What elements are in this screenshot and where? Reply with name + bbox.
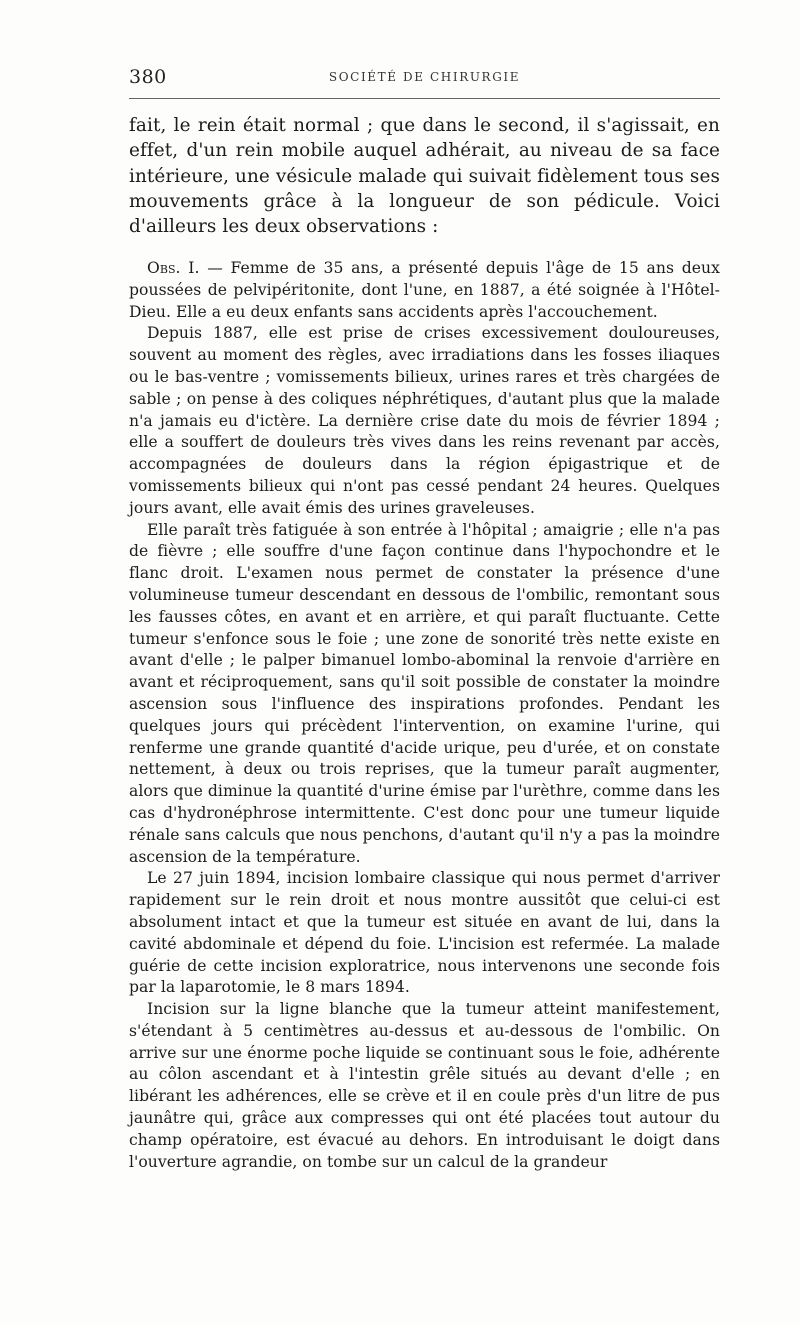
- page-header: [129, 66, 720, 90]
- observation-paragraph-3: Elle paraît très fatiguée à son entrée à l'hôpital ; amaigrie ; elle n'a pas de fièvre ; elle souffre d'une façon continue dans l'hypochondre et le flanc droit. L'examen nous permet de constater la présence d'une volumineuse tumeur descendant en dessous de l'ombilic, remontant sous les fausses côtes, en avant et en arrière, et qui paraît fluctuante. Cette tumeur s'enfonce sous le foie ; une zone de sonorité très nette existe en avant d'elle ; le palper bimanuel lombo-abominal la renvoie d'arrière en avant et réciproquement, sans qu'il soit possible de constater la moindre ascension sous l'influence des inspirations profondes. Pendant les quelques jours qui précèdent l'intervention, on examine l'urine, qui renferme une grande quantité d'acide urique, peu d'urée, et on constate nettement, à deux ou trois reprises, que la tumeur paraît augmenter, alors que diminue la quantité d'urine émise par l'urèthre, comme dans les cas d'hydronéphrose intermittente. C'est donc pour une tumeur liquide rénale sans calculs que nous penchons, d'autant qu'il n'y a pas la moindre ascension de la température.: [129, 520, 720, 866]
- page-number: 380: [129, 66, 167, 88]
- observation-paragraph-2: Depuis 1887, elle est prise de crises excessivement douloureuses, souvent au moment des règles, avec irradiations dans les fosses iliaques ou le bas-ventre ; vomissements bilieux, urines rares et très chargées de sable ; on pense à des coliques néphrétiques, d'autant plus que la malade n'a jamais eu d'ictère. La dernière crise date du mois de février 1894 ; elle a souffert de douleurs très vives dans les reins revenant par accès, accompagnées de douleurs dans la région épigastrique et de vomissements bilieux qui n'ont pas cessé pendant 24 heures. Quelques jours avant, elle avait émis des urines graveleuses.: [129, 324, 720, 517]
- running-title: SOCIÉTÉ DE CHIRURGIE: [328, 70, 521, 84]
- observation-label: Obs. I.: [147, 259, 200, 277]
- header-rule: [129, 98, 720, 99]
- observation-text-1: — Femme de 35 ans, a présenté depuis l'âge de 15 ans deux poussées de pelvipéritonite, dont l'une, en 1887, a été soignée à l'Hôtel-Dieu. Elle a eu deux enfants sans accidents après l'accouchement.: [129, 259, 720, 321]
- observation-paragraph-5: Incision sur la ligne blanche que la tumeur atteint manifestement, s'étendant à 5 centimètres au-dessus et au-dessous de l'ombilic. On arrive sur une énorme poche liquide se continuant sous le foie, adhérente au côlon ascendant et à l'intestin grêle situés au devant d'elle ; en libérant les adhérences, elle se crève et il en coule près d'un litre de pus jaunâtre qui, grâce aux compresses qui ont été placées tout autour du champ opératoire, est évacué au dehors. En introduisant le doigt dans l'ouverture agrandie, on tombe sur un calcul de la grandeur: [129, 1000, 720, 1171]
- intro-paragraph: fait, le rein était normal ; que dans le second, il s'agissait, en effet, d'un rein mobile auquel adhérait, au niveau de sa face intérieure, une vésicule malade qui suivait fidèlement tous ses mouvements grâce à la longueur de son pédicule. Voici d'ailleurs les deux observations :: [129, 115, 720, 238]
- observation-section: [129, 258, 720, 1173]
- observation-paragraph-1: [129, 258, 720, 323]
- observation-paragraph-4: Le 27 juin 1894, incision lombaire classique qui nous permet d'arriver rapidement sur le rein droit et nous montre aussitôt que celui-ci est absolument intact et que la tumeur est située en avant de lui, dans la cavité abdominale et dépend du foie. L'incision est refermée. La malade guérie de cette incision exploratrice, nous intervenons une seconde fois par la laparotomie, le 8 mars 1894.: [129, 869, 720, 997]
